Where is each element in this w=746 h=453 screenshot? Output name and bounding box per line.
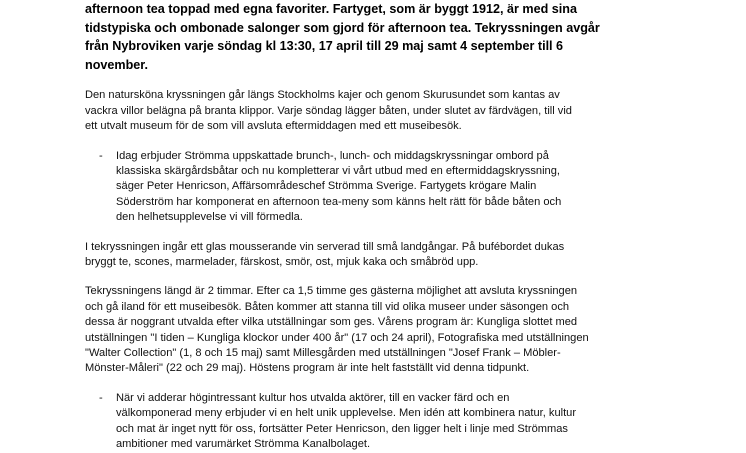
paragraph-tekryssningens-langd (85, 270, 661, 376)
paragraph-natursokna (85, 74, 661, 134)
list-item-line: välkomponerad meny erbjuder vi en helt unik upplevelse. Men idén att kombinera natur, kultur (116, 407, 577, 420)
paragraph-line: Tekryssningens längd är 2 timmar. Efter ca 1,5 timme ges gästerna möjlighet att avsluta kryssningen (85, 285, 578, 298)
lead-paragraph (85, 0, 661, 74)
paragraph-line: ett utvalt museum för de som vill avsluta eftermiddagen med ett museibesök. (85, 120, 462, 133)
bullet-list-second (85, 377, 661, 453)
paragraph-line: I tekryssningen ingår ett glas mousserande vin serverad till små landgångar. På bufébordet dukas (85, 240, 565, 253)
paragraph-line: och gå iland för ett museibesök. Båten kommer att stanna till vid olika museer under säsongen och (85, 300, 570, 313)
list-item-line: och mat är inget nytt för oss, fortsätter Peter Henricson, den ligger helt i linje med Strömmas (116, 422, 568, 435)
lead-line: afternoon tea toppad med egna favoriter. Fartyget, som är byggt 1912, är med sina (85, 2, 577, 16)
list-item-line: den helhetsupplevelse vi vill förmedla. (116, 211, 303, 224)
list-item (85, 149, 661, 226)
paragraph-line: utställningen "I tiden – Kungliga klockor under 400 år" (17 och 24 april), Fotografiska med utställningen (85, 331, 589, 344)
list-item (85, 391, 661, 453)
list-item-line: säger Peter Henricson, Affärsområdeschef Strömma Sverige. Fartygets krögare Malin (116, 180, 537, 193)
lead-line: från Nybroviken varje söndag kl 13:30, 17 april till 29 maj samt 4 september till 6 (85, 39, 564, 54)
list-item-line: Söderström har komponerat en afternoon tea-meny som känns helt rätt för både båten och (116, 195, 562, 208)
paragraph-line: Den natursköna kryssningen går längs Stockholms kajer och genom Skurusundet som kantas av (85, 89, 560, 102)
paragraph-line: Mönster-Måleri" (22 och 29 maj). Höstens program är inte helt fastställt vid denna tidpunkt. (85, 362, 530, 375)
paragraph-line: dessa är noggrant utvalda efter vilka utställningar som ges. Vårens program är: Kungliga slottet med (85, 316, 578, 329)
paragraph-line: "Walter Collection" (1, 8 och 15 maj) samt Millesgården med utställningen "Josef Frank – Möbler- (85, 347, 561, 360)
list-item-line: klassiska skärgårdsbåtar och nu kompletterar vi vårt utbud med en eftermiddagskryssning, (116, 165, 560, 177)
paragraph-line: vackra villor belägna på branta klippor. Varje söndag lägger båten, under slutet av färdvägen, till vid (85, 104, 572, 117)
paragraph-tekryssningen-ingar (85, 226, 661, 271)
bullet-dash-icon: - (99, 391, 103, 404)
bullet-dash-icon: - (99, 149, 103, 162)
lead-line: november. (85, 57, 148, 72)
lead-line: tidstypiska och ombonade salonger som gjord för afternoon tea. Tekryssningen avgår (85, 20, 600, 35)
paragraph-line: bryggt te, scones, marmelader, färskost, smör, ost, mjuk kaka och småbröd upp. (85, 256, 479, 269)
bullet-list-first (85, 135, 661, 226)
list-item-line: Idag erbjuder Strömma uppskattade brunch-, lunch- och middagskryssningar ombord på (116, 149, 549, 162)
list-item-line: När vi adderar högintressant kultur hos utvalda aktörer, till en vacker färd och en (116, 391, 510, 404)
list-item-line: ambitioner med varumärket Strömma Kanalbolaget. (116, 438, 371, 451)
